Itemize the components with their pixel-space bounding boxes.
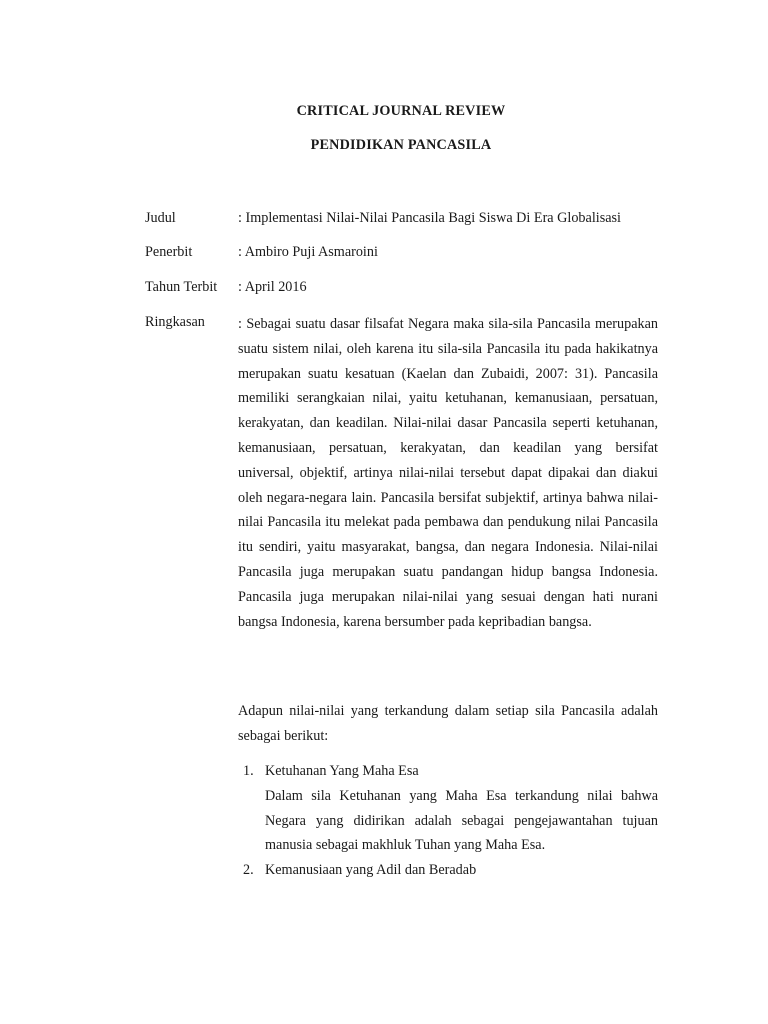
ringkasan-paragraph: : Sebagai suatu dasar filsafat Negara maka sila-sila Pancasila merupakan suatu sistem nilai, oleh karena itu sila-sila Pancasila itu pada hakikatnya merupakan suatu kesatuan (Kaelan dan Zubaidi, 2007: 31). Pancasila memiliki serangkaian nilai, yaitu ketuhanan, kemanusiaan, persatuan, kerakyatan, dan keadilan. Nilai-nilai dasar Pancasila seperti ketuhanan, kemanusiaan, persatuan, kerakyatan, dan keadilan yang bersifat universal, objektif, artinya nilai-nilai tersebut dapat dipakai dan diakui oleh negara-negara lain. Pancasila bersifat subjektif, artinya bahwa nilai-nilai Pancasila itu melekat pada pembawa dan pendukung nilai Pancasila itu sendiri, yaitu masyarakat, bangsa, dan negara Indonesia. Nilai-nilai Pancasila juga merupakan suatu pandangan hidup bangsa Indonesia. Pancasila juga merupakan nilai-nilai yang sesuai dengan hati nurani bangsa Indonesia, karena bersumber pada kepribadian bangsa. — [238, 316, 658, 630]
tahun-terbit-value: : April 2016 — [238, 279, 307, 295]
penerbit-label: Penerbit — [145, 244, 193, 260]
document-subtitle: PENDIDIKAN PANCASILA — [310, 137, 492, 153]
list-heading: Kemanusiaan yang Adil dan Beradab — [265, 862, 477, 879]
list-item — [238, 858, 658, 883]
list-heading: Ketuhanan Yang Maha Esa — [265, 763, 419, 779]
ringkasan-label: Ringkasan — [145, 314, 205, 330]
penerbit-value: : Ambiro Puji Asmaroini — [238, 244, 378, 260]
list-number: 1. — [243, 763, 254, 779]
list-item — [238, 759, 658, 858]
list-number: 2. — [243, 862, 254, 879]
tahun-terbit-label: Tahun Terbit — [145, 279, 218, 295]
judul-label: Judul — [145, 210, 176, 226]
list-description: Dalam sila Ketuhanan yang Maha Esa terkandung nilai bahwa Negara yang didirikan adalah sebagai pengejawantahan tujuan manusia sebagai makhluk Tuhan yang Maha Esa. — [265, 787, 658, 854]
intro-paragraph: Adapun nilai-nilai yang terkandung dalam setiap sila Pancasila adalah sebagai berikut: — [238, 703, 658, 744]
sila-list — [238, 759, 658, 883]
judul-value: : Implementasi Nilai-Nilai Pancasila Bagi Siswa Di Era Globalisasi — [238, 210, 621, 226]
document-title: CRITICAL JOURNAL REVIEW — [296, 103, 506, 119]
